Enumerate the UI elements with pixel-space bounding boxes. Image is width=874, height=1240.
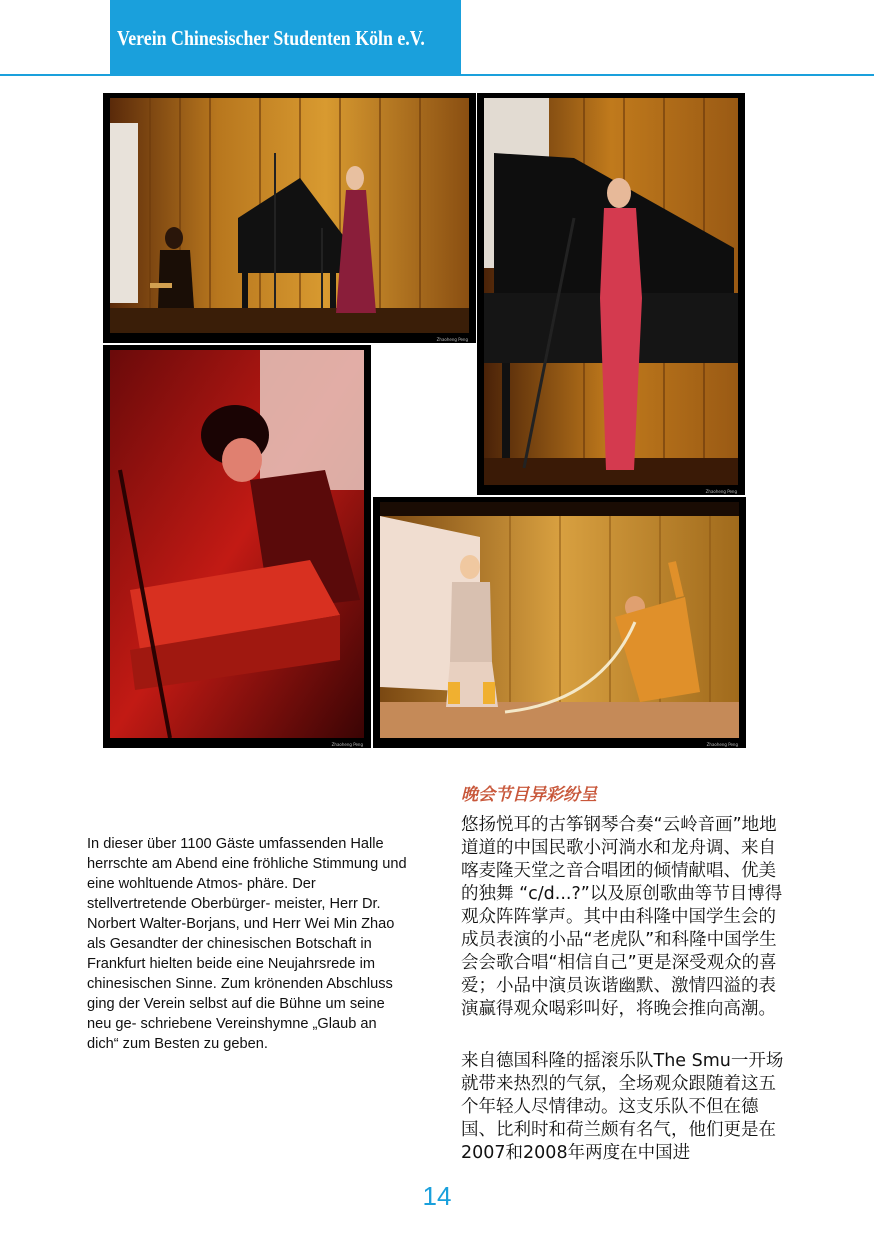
header-rule <box>0 74 874 76</box>
singer-scene-illustration <box>484 98 738 485</box>
photo-singer-red-dress <box>477 93 745 495</box>
photo-credit: Zhaoheng Peng <box>705 489 737 494</box>
photo-guzheng-player <box>103 345 371 748</box>
stage-scene-illustration <box>110 98 469 333</box>
guzheng-scene-illustration <box>110 350 364 738</box>
photo-credit: Zhaoheng Peng <box>706 742 738 747</box>
german-paragraph: In dieser über 1100 Gäste umfassenden Halle herrschte am Abend eine fröhliche Stimmung und eine wohltuende Atmos- phäre. Der stellvertretende Oberbürger- meister, Herr Dr. Norbert Walter-Borjans, und Herr Wei Min Zhao als Gesandter der chinesischen Botschaft in Frankfurt hielten beide eine Neujahrsrede im chinesischen Sinne. Zum krönenden Abschluss ging der Verein selbst auf die Bühne um seine neu ge- schriebene Vereinshymne „Glaub an dich“ zum Besten zu geben. <box>87 836 407 1052</box>
photo-credit: Zhaoheng Peng <box>436 337 468 342</box>
section-heading: 晚会节目异彩纷呈 <box>461 785 597 805</box>
chinese-paragraph-1: 悠扬悦耳的古筝钢琴合奏“云岭音画”地地道道的中国民歌小河淌水和龙舟调、来自喀麦隆天堂之音合唱团的倾情献唱、优美的独舞 “c/d...?”以及原创歌曲等节目博得观众阵阵掌声。其中由科隆中国学生会的成员表演的小品“老虎队”和科隆中国学生会会歌合唱“相信自己”更是深受观众的喜爱；小品中演员诙谐幽默、激情四溢的表演赢得观众喝彩叫好，将晚会推向高潮。 <box>461 815 783 1019</box>
page-header-title: Verein Chinesischer Studenten Köln e.V. <box>117 26 425 50</box>
chinese-paragraph-2: 来自德国科隆的摇滚乐队The Smu一开场就带来热烈的气氛，全场观众跟随着这五个年轻人尽情律动。这支乐队不但在德国、比利时和荷兰颇有名气，他们更是在2007和2008年两度在中国进 <box>461 1051 784 1163</box>
page-number: 14 <box>422 1181 452 1211</box>
photo-pianist-and-singer <box>103 93 476 343</box>
photo-kungfu-skit <box>373 497 746 748</box>
photo-credit: Zhaoheng Peng <box>331 742 363 747</box>
skit-scene-illustration <box>380 502 739 738</box>
